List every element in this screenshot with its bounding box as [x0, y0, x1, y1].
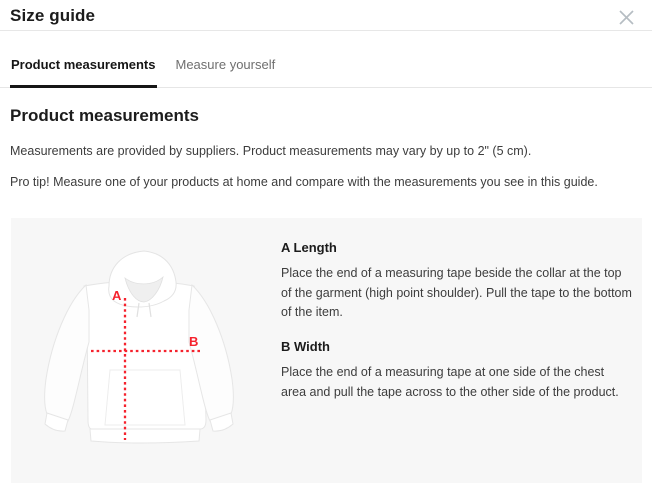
hoodie-figure: [11, 218, 281, 483]
pro-tip-note: Pro tip! Measure one of your products at home and compare with the measurements you see in this guide.: [10, 175, 598, 190]
modal-header: [0, 0, 652, 31]
suppliers-note: Measurements are provided by suppliers. Product measurements may vary by up to 2" (5 cm).: [10, 144, 532, 158]
tab-measure-yourself[interactable]: Measure yourself: [175, 57, 277, 88]
size-guide-panel: [11, 218, 642, 483]
measurement-instructions: [281, 218, 642, 483]
tabs-bar: [0, 57, 652, 88]
measurement-b-description: Place the end of a measuring tape at one side of the chest area and pull the tape across to the other side of the product.: [281, 365, 619, 399]
measurement-b-heading: B Width: [281, 339, 330, 355]
measurement-a-description: Place the end of a measuring tape beside the collar at the top of the garment (high point shoulder). Pull the tape to the bottom of the item.: [281, 266, 632, 319]
measurement-label-b: B: [189, 334, 199, 350]
modal-title: Size guide: [10, 6, 96, 25]
close-icon[interactable]: [616, 7, 636, 27]
tab-product-measurements[interactable]: Product measurements: [10, 57, 157, 88]
measurement-a-heading: A Length: [281, 240, 337, 256]
hoodie-image: [13, 224, 265, 476]
product-measurements-section: [0, 106, 652, 191]
section-heading: Product measurements: [10, 106, 199, 125]
measurement-label-a: A: [112, 288, 122, 304]
